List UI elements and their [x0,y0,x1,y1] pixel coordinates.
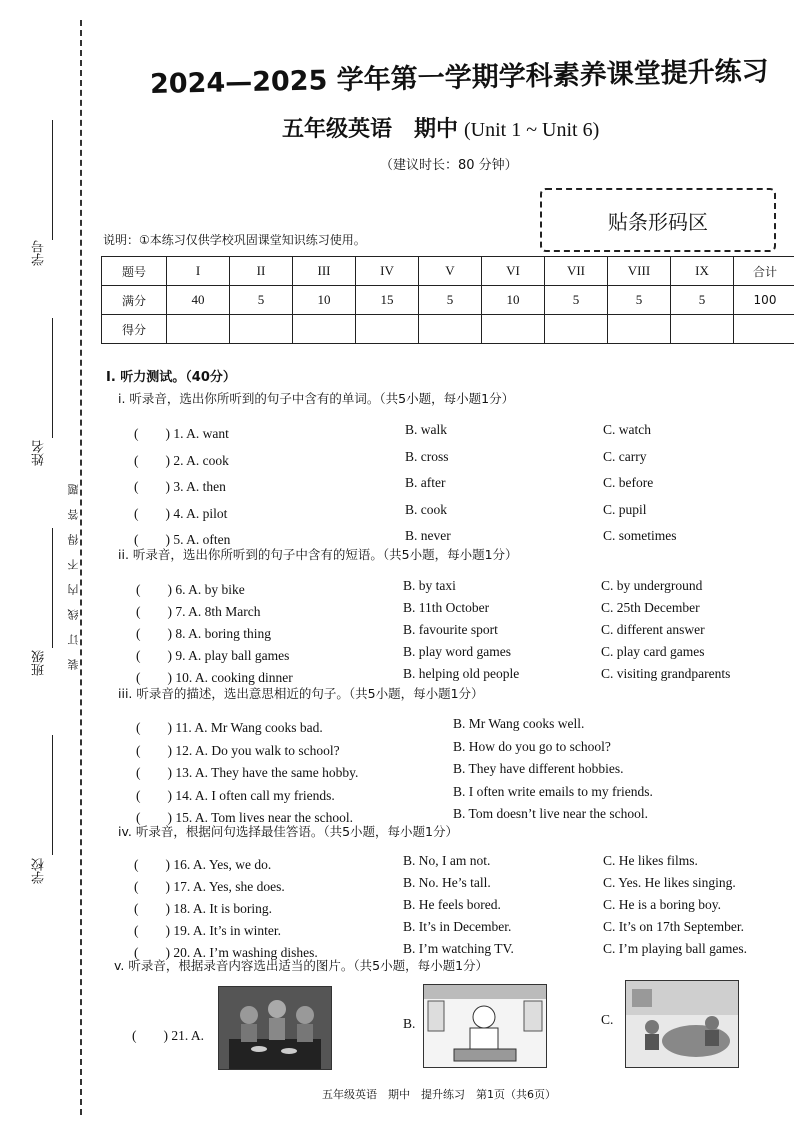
question-option-c: C. He is a boring boy. [603,897,721,912]
question-option-a: ( ) 9. A. play ball games [136,648,290,663]
page-footer: 五年级英语 期中 提升练习 第1页（共6页） [322,1088,556,1101]
score-cell: VIII [608,257,671,286]
score-cell: 5 [608,286,671,315]
subtitle-units: (Unit 1 ~ Unit 6) [464,119,600,141]
score-cell: 5 [545,286,608,315]
question-option-b: B. I often write emails to my friends. [453,783,653,799]
exam-title: 2024—2025 学年第一学期学科素养课堂提升练习 [149,56,769,100]
question-option-a: ( ) 17. A. Yes, she does. [134,879,285,894]
score-row-header: 满分 [102,286,167,315]
score-row-header: 得分 [102,315,167,344]
question-option-c: C. Yes. He likes singing. [603,875,736,890]
question-option-a: ( ) 10. A. cooking dinner [136,670,293,685]
score-cell: V [419,257,482,286]
question-option-b: B. favourite sport [403,622,498,637]
suggested-duration: （建议时长：80 分钟） [380,158,518,173]
question-option-a: ( ) 18. A. It is boring. [134,901,272,916]
question-option-c: C. watch [603,422,651,437]
question-option-b: B. I’m watching TV. [403,941,514,956]
score-cell[interactable] [167,315,230,344]
question-option-a: ( ) 5. A. often [134,532,231,547]
question-option-a: ( ) 13. A. They have the same hobby. [136,765,359,780]
question-option-b: B. cook [405,501,447,517]
score-cell[interactable] [545,315,608,344]
question-option-c: C. carry [603,448,647,464]
score-cell[interactable] [734,315,794,344]
score-row [102,286,794,315]
score-cell: II [230,257,293,286]
name-label: 姓名 [32,440,47,466]
question-option-a: ( ) 21. A. [132,1028,204,1043]
question-option-b: B. Tom doesn’t live near the school. [453,806,649,821]
score-cell[interactable] [608,315,671,344]
score-cell[interactable] [482,315,545,344]
barcode-label: 贴条形码区 [608,209,708,234]
question-option-c: C. I’m playing ball games. [603,941,747,956]
question-option-b: B. No, I am not. [403,853,491,868]
question-option-b: B. They have different hobbies. [453,761,624,776]
question-option-a: ( ) 2. A. cook [134,452,229,468]
score-cell: III [293,257,356,286]
question-option-c: C. 25th December [601,600,700,615]
score-cell: VII [545,257,608,286]
section-heading: i. 听录音，选出你所听到的句子中含有的单词。（共5小题，每小题1分） [118,391,515,406]
question-option-b: B. play word games [403,644,511,659]
question-option-b: B. It’s in December. [403,919,512,934]
score-cell: 10 [293,286,356,315]
question-option-b: B. never [405,528,451,543]
question-option-c: C. It’s on 17th September. [603,919,744,934]
question-option-b: B. 11th October [403,600,490,615]
question-option-c: C. He likes films. [603,853,698,868]
picture-a-family-meal [218,986,332,1070]
score-cell: 100 [734,286,794,315]
question-option-a: ( ) 1. A. want [134,426,229,441]
class-label: 班级 [32,650,47,676]
barcode-area [540,188,776,252]
question-option-a: ( ) 19. A. It’s in winter. [134,923,281,938]
question-option-c: C. visiting grandparents [601,666,731,681]
section-heading: ii. 听录音，选出你所听到的句子中含有的短语。（共5小题，每小题1分） [118,547,518,562]
question-option-b: B. He feels bored. [403,897,501,912]
question-option-a: ( ) 16. A. Yes, we do. [134,857,272,872]
score-cell[interactable] [293,315,356,344]
score-cell: IX [671,257,734,286]
score-cell: 5 [419,286,482,315]
score-cell[interactable] [230,315,293,344]
question-option-b: B. after [405,475,446,490]
question-option-c: C. sometimes [603,528,677,543]
question-option-a: ( ) 8. A. boring thing [136,626,271,641]
question-option-b: B. How do you go to school? [453,738,611,754]
question-option-a: ( ) 20. A. I’m washing dishes. [134,945,318,960]
question-option-c: C. by underground [601,578,703,593]
score-cell: I [167,257,230,286]
question-option-a: ( ) 7. A. 8th March [136,604,261,619]
score-cell: 5 [230,286,293,315]
score-cell: 合计 [734,257,794,286]
instructions-note: 说明：①本练习仅供学校巩固课堂知识练习使用。 [103,233,366,247]
score-cell: 40 [167,286,230,315]
picture-b-man-cooking [423,984,547,1068]
binding-warning: 装订线内不得答题 [67,470,80,670]
school-line [52,735,53,855]
question-option-a: ( ) 6. A. by bike [136,582,245,597]
question-option-b: B. No. He’s tall. [403,875,491,890]
score-cell: IV [356,257,419,286]
school-label: 学校 [32,858,47,884]
student-id-label: 学号 [32,240,47,266]
subtitle-grade: 五年级英语 期中 [282,117,459,142]
question-option-a: ( ) 4. A. pilot [134,505,228,521]
section-heading: iii. 听录音的描述，选出意思相近的句子。（共5小题，每小题1分） [118,686,484,701]
score-cell[interactable] [356,315,419,344]
score-row-header: 题号 [102,257,167,286]
score-cell: VI [482,257,545,286]
picture-c-children-playing [625,980,739,1068]
score-cell: 10 [482,286,545,315]
question-option-b: B. by taxi [403,578,456,593]
question-option-b: B. walk [405,422,447,437]
score-cell[interactable] [419,315,482,344]
exam-subtitle [282,112,599,143]
question-option-c: C. play card games [601,644,705,659]
question-option-a: ( ) 11. A. Mr Wang cooks bad. [136,720,323,735]
question-option-b: B. cross [405,448,449,464]
question-option-b: B. Mr Wang cooks well. [453,716,585,731]
name-line [52,318,53,438]
score-row [102,315,794,344]
question-option-b: B. helping old people [403,666,520,681]
score-cell: 5 [671,286,734,315]
question-option-a: ( ) 14. A. I often call my friends. [136,787,335,803]
section-heading: v. 听录音，根据录音内容选出适当的图片。（共5小题，每小题1分） [114,958,489,973]
student-id-line [52,120,53,240]
part1-heading: I. 听力测试。（40分） [106,370,236,385]
score-table [101,256,794,344]
score-row [102,257,794,286]
class-line [52,528,53,648]
question-option-c: C. [601,1012,614,1027]
score-cell: 15 [356,286,419,315]
question-option-b: B. [403,1016,416,1031]
question-option-c: C. before [603,475,654,490]
question-option-a: ( ) 15. A. Tom lives near the school. [136,810,354,825]
question-option-a: ( ) 3. A. then [134,479,226,494]
question-option-a: ( ) 12. A. Do you walk to school? [136,742,340,758]
section-heading: iv. 听录音，根据问句选择最佳答语。（共5小题，每小题1分） [118,824,459,839]
question-option-c: C. pupil [603,501,647,517]
question-option-c: C. different answer [601,622,705,637]
score-cell[interactable] [671,315,734,344]
